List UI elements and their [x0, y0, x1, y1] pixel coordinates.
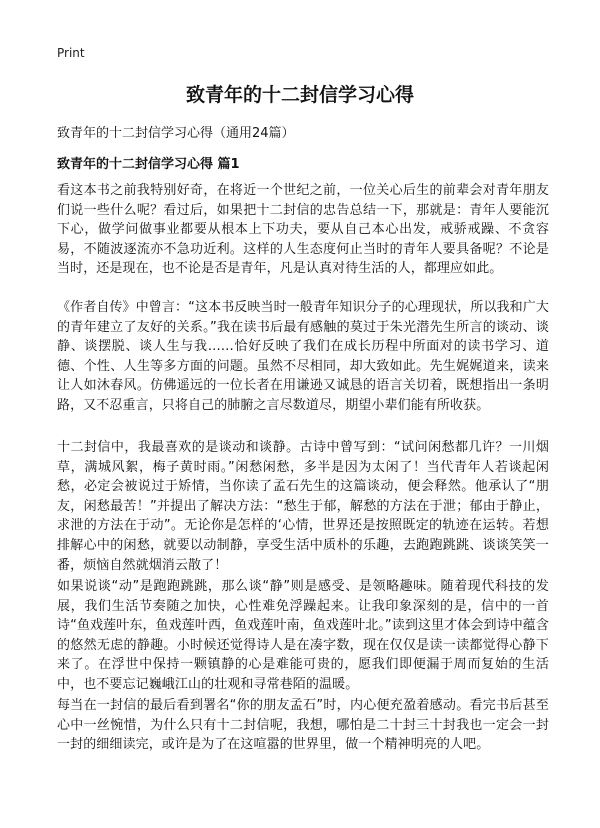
paragraph-2: 《作者自传》中曾言：“这本书反映当时一般青年知识分子的心理现状，所以我和广大的青年建立了友好的关系。”我在读书后最有感触的莫过于朱光潜先生所言的谈动、谈静、谈摆脱、谈人生与我……恰好反映了我们在成长历程中所面对的读书学习、道德、个性、人生等多方面的问题。虽然不尽相同，却大致如此。先生娓娓道来，读来让人如沐春风。仿佛遥远的一位长者在用谦逊又诚恳的语言关切着，既想指出一条明路，又不忍重言，只将自己的肺腑之言尽数道尽，期望小辈们能有所收获。: [57, 300, 549, 413]
paragraph-5: 每当在一封信的最后看到署名“你的朋友孟石”时，内心便充盈着感动。看完书后甚至心中一丝惋惜，为什么只有十二封信呢，我想，哪怕是二十封三十封我也一定会一封一封的细细读完，或许是为了在这喧嚣的世界里，做一个精神明亮的人吧。: [57, 698, 549, 753]
section-heading: 致青年的十二封信学习心得 篇1: [57, 157, 240, 172]
print-label: Print: [57, 46, 85, 60]
page-title: 致青年的十二封信学习心得: [185, 84, 414, 106]
paragraph-3: 十二封信中，我最喜欢的是谈动和谈静。古诗中曾写到：“试问闲愁都几许？一川烟草，满城风絮，梅子黄时雨。”闲愁闲愁，多半是因为太闲了！当代青年人若谈起闲愁，必定会被说过于矫情，当你读了孟石先生的这篇谈动，便会释然。他承认了“朋友，闲愁最苦！”并提出了解决方法：“愁生于郁，解愁的方法在于泄；郁由于静止，求泄的方法在于动”。无论你是怎样的‘心情，世界还是按照既定的轨迹在运转。若想排解心中的闲愁，就要以动制静，享受生活中质朴的乐趣，去跑跑跳跳、谈谈笑笑一番，烦恼自然就烟消云散了！: [57, 440, 549, 573]
document-subtitle: 致青年的十二封信学习心得（通用24篇）: [57, 126, 295, 141]
paragraph-1: 看这本书之前我特别好奇，在将近一个世纪之前，一位关心后生的前辈会对青年朋友们说一些什么呢？看过后，如果把十二封信的忠告总结一下，那就是：青年人要能沉下心，做学问做事业都要从根本上下功夫，要从自己本心出发，戒骄戒躁、不贪容易，不随波逐流亦不急功近利。这样的人生态度何止当时的青年人要具备呢？不论是当时，还是现在，也不论是否是青年，凡是认真对待生活的人，都理应如此。: [57, 183, 549, 277]
paragraph-4: 如果说谈“动”是跑跑跳跳，那么谈“静”则是感受、是领略趣味。随着现代科技的发展，我们生活节奏随之加快，心性难免浮躁起来。让我印象深刻的是，信中的一首诗“鱼戏莲叶东，鱼戏莲叶西，鱼戏莲叶南，鱼戏莲叶北。”读到这里才体会到诗中蕴含的悠然无虑的静趣。小时候还觉得诗人是在凑字数，现在仅仅是读一读都觉得心静下来了。在浮世中保持一颗镇静的心是难能可贵的，愿我们即便漏于周而复始的生活中，也不要忘记巍峨江山的壮观和寻常巷陌的温暖。: [57, 579, 549, 692]
